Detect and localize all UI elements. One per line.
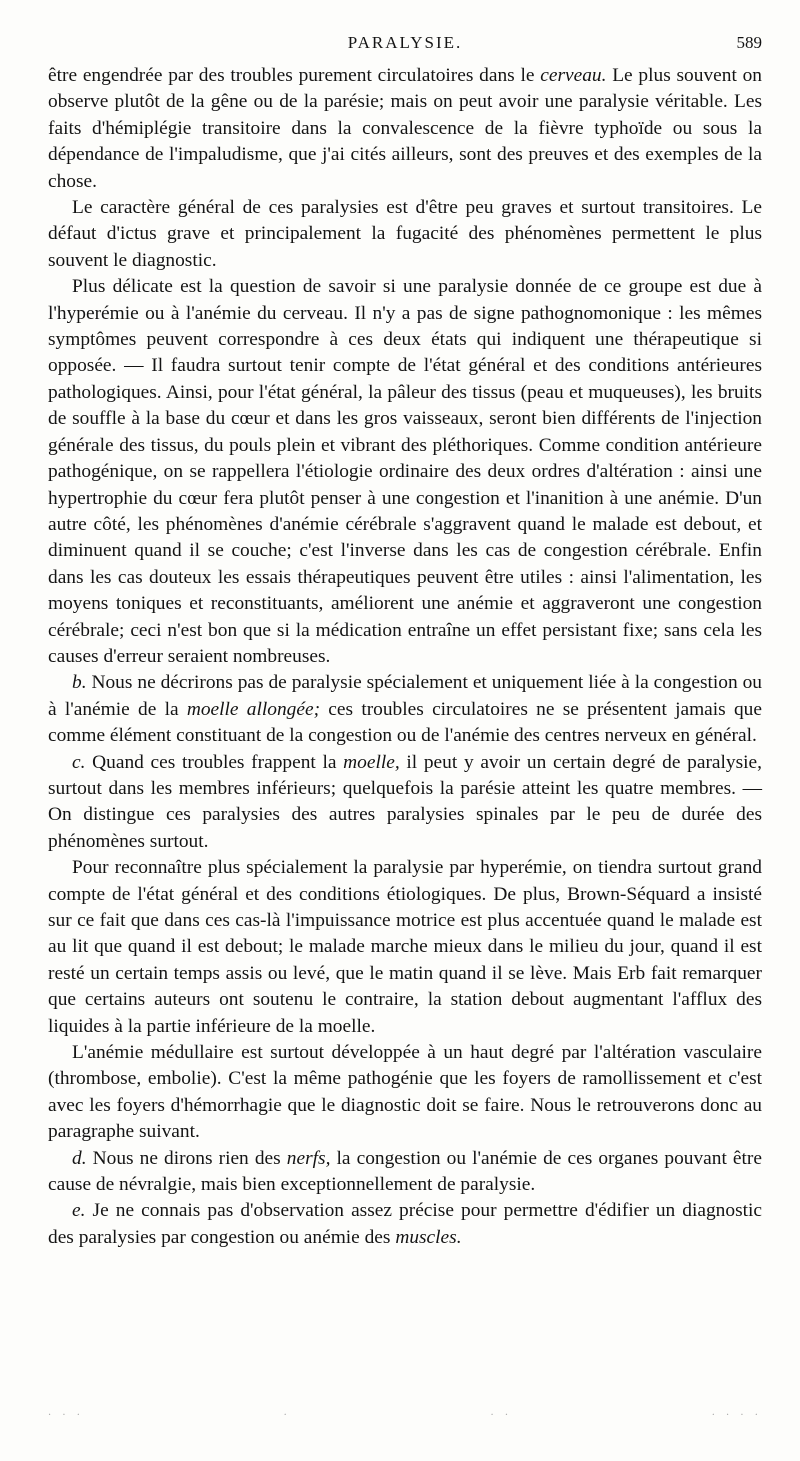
print-mark: · · bbox=[490, 1410, 513, 1421]
italic-run: moelle, bbox=[343, 751, 400, 773]
text-run: Nous ne décrirons pas de paralysie spécialement et uniquement liée à la congestion ou à l'anémie de la bbox=[48, 672, 762, 720]
paragraph bbox=[48, 1198, 762, 1251]
print-mark: · · · bbox=[48, 1410, 84, 1421]
italic-run: nerfs, bbox=[286, 1147, 331, 1169]
italic-run: e. bbox=[72, 1200, 86, 1222]
text-run: la congestion ou l'anémie de ces organes pouvant être cause de névralgie, mais bien exceptionnellement de paralysie. bbox=[48, 1147, 762, 1196]
text-run: être engendrée par des troubles purement circulatoires dans le bbox=[48, 65, 541, 86]
print-mark: · · · · bbox=[711, 1410, 762, 1421]
italic-run: b. bbox=[72, 672, 87, 694]
paragraph bbox=[48, 855, 762, 1040]
body-text bbox=[48, 63, 762, 1251]
paragraph bbox=[48, 274, 762, 670]
paragraph bbox=[48, 1146, 762, 1199]
print-mark: · bbox=[283, 1410, 291, 1421]
page-number: 589 bbox=[736, 33, 762, 52]
text-run: Pour reconnaître plus spécialement la paralysie par hyperémie, on tiendra surtout grand compte de l'état général et des conditions étiologiques. De plus, Brown-Séquard a insisté sur ce fait que dans ces cas-là l'impuissance motrice est plus accentuée quand le malade est au lit que quand il est debout; le malade marche mieux dans le milieu du jour, quand il est resté un certain temps assis ou levé, que le matin quand il se lève. Mais Erb fait remarquer que certains auteurs ont soutenu le contraire, la station debout augmentant l'afflux des liquides à la partie inférieure de la moelle. bbox=[48, 857, 762, 1037]
text-run: Je ne connais pas d'observation assez précise pour permettre d'édifier un diagnostic des paralysies par congestion ou anémie des bbox=[48, 1200, 762, 1248]
paragraph bbox=[48, 670, 762, 749]
italic-run: c. bbox=[72, 751, 86, 773]
italic-run: d. bbox=[72, 1147, 87, 1169]
text-run: Plus délicate est la question de savoir si une paralysie donnée de ce groupe est due à l'hyperémie ou à l'anémie du cerveau. Il n'y a pas de signe pathognomonique : les mêmes symptômes peuvent correspondre à ces deux états qui indiquent une thérapeutique si opposée. — Il faudra surtout tenir compte de l'état général et des conditions antérieures pathologiques. Ainsi, pour l'état général, la pâleur des tissus (peau et muqueuses), les bruits de souffle à la base du cœur et dans les gros vaisseaux, seront bien différents de l'injection générale des tissus, du pouls plein et vibrant des pléthoriques. Comme condition antérieure pathogénique, on se rappellera l'étiologie ordinaire des deux ordres d'altération : ainsi une hypertrophie du cœur fera plutôt penser à une congestion et l'inanition à une anémie. D'un autre côté, les phénomènes d'anémie cérébrale s'aggravent quand le malade est debout, et diminuent quand il se couche; c'est l'inverse dans les cas de congestion cérébrale. Enfin dans les cas douteux les essais thérapeutiques peuvent être utiles : ainsi l'alimentation, les moyens toniques et reconstituants, améliorent une anémie et aggraveront une congestion cérébrale; ceci n'est bon que si la médication entraîne un effet persistant fixe; sans cela les causes d'erreur seraient nombreuses. bbox=[48, 276, 762, 667]
running-title: PARALYSIE. bbox=[347, 33, 463, 52]
running-head bbox=[48, 28, 762, 58]
paragraph bbox=[48, 750, 762, 856]
italic-run: muscles. bbox=[395, 1226, 462, 1248]
italic-run: cerveau. bbox=[540, 65, 607, 86]
text-run: Nous ne dirons rien des bbox=[86, 1147, 287, 1169]
text-run: Le caractère général de ces paralysies est d'être peu graves et surtout transitoires. Le défaut d'ictus grave et principalement la fugacité des phénomènes permettent le plus souvent le diagnostic. bbox=[48, 197, 762, 271]
paragraph bbox=[48, 195, 762, 274]
paragraph bbox=[48, 1040, 762, 1146]
text-run: Quand ces troubles frappent la bbox=[85, 751, 344, 773]
text-run: ces troubles circulatoires ne se présentent jamais que comme élément constituant de la congestion ou de l'anémie des centres nerveux en général. bbox=[48, 698, 762, 747]
text-run: il peut y avoir un certain degré de paralysie, surtout dans les membres inférieurs; quelquefois la parésie atteint les quatre membres. — On distingue ces paralysies des autres paralysies spinales par le peu de durée des phénomènes surtout. bbox=[48, 751, 762, 852]
text-run: Le plus souvent on observe plutôt de la gêne ou de la parésie; mais on peut avoir une paralysie véritable. Les faits d'hémiplégie transitoire dans la convalescence de la fièvre typhoïde ou sous la dépendance de l'impaludisme, que j'ai cités ailleurs, sont des preuves et des exemples de la chose. bbox=[48, 65, 762, 192]
paragraph bbox=[48, 63, 762, 195]
print-marks bbox=[48, 1410, 762, 1420]
text-run: L'anémie médullaire est surtout développée à un haut degré par l'altération vasculaire (thrombose, embolie). C'est la même pathogénie que les foyers de ramollissement et c'est avec les foyers d'hémorrhagie que le diagnostic doit se faire. Nous le retrouverons donc au paragraphe suivant. bbox=[48, 1042, 762, 1143]
italic-run: moelle allongée; bbox=[186, 698, 321, 720]
